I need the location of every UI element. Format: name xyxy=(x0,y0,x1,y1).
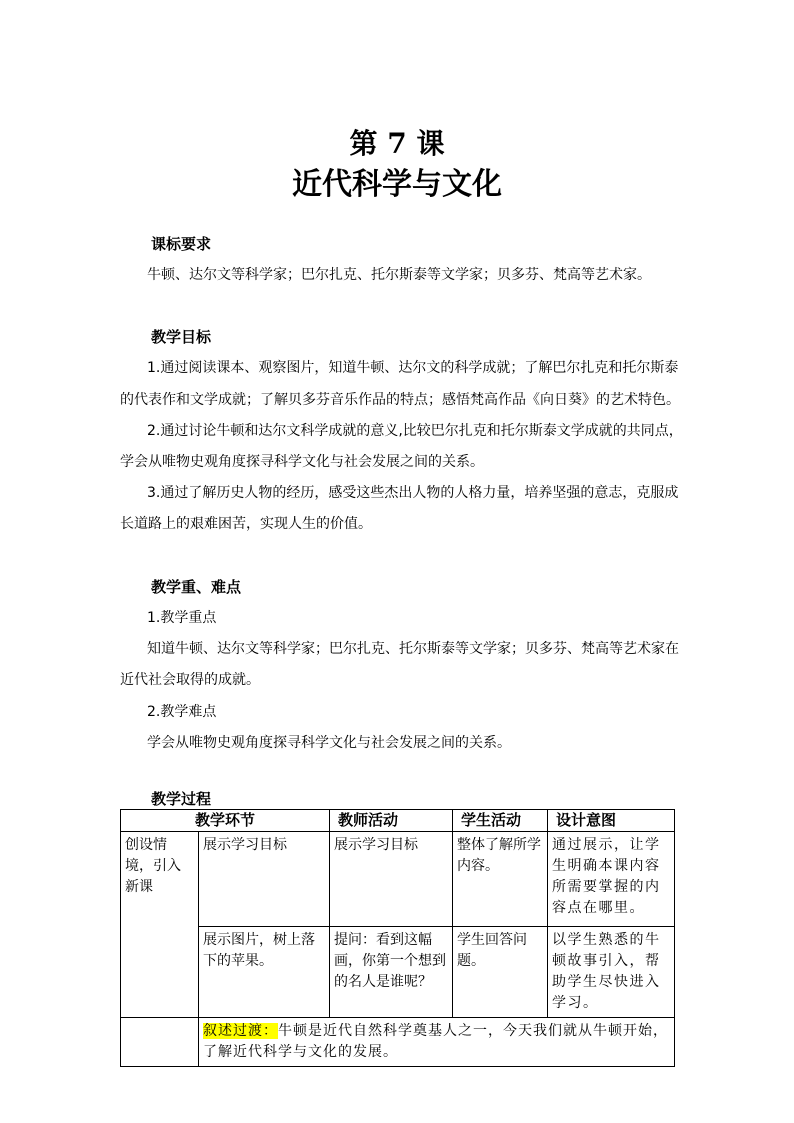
teaching-process-table xyxy=(120,809,675,1067)
goal-2-line-1: 2.通过讨论牛顿和达尔文科学成就的意义,比较巴尔扎克和托尔斯泰文学成就的共同点， xyxy=(147,423,683,439)
goal-2-line-2: 学会从唯物史观角度探寻科学文化与社会发展之间的关系。 xyxy=(120,454,484,470)
header-teaching-stage: 教学环节 xyxy=(121,810,330,832)
transition-text: 牛顿是近代自然科学奠基人之一，今天我们就从牛顿开始，了解近代科学与文化的发展。 xyxy=(203,1023,668,1060)
row1-intent: 通过展示，让学生明确本课内容所需要掌握的内容点在哪里。 xyxy=(548,832,675,927)
row1-teacher: 展示学习目标 xyxy=(330,832,453,927)
row1-student: 整体了解所学内容。 xyxy=(453,832,548,927)
header-design-intent: 设计意图 xyxy=(548,810,675,832)
heading-key-points: 教学重、难点 xyxy=(151,578,242,596)
key-point-subheading: 1.教学重点 xyxy=(147,610,217,626)
row2-step: 展示图片，树上落下的苹果。 xyxy=(199,927,330,1018)
lesson-title: 近代科学与文化 xyxy=(292,167,502,202)
curriculum-requirements-text: 牛顿、达尔文等科学家；巴尔扎克、托尔斯泰等文学家；贝多芬、梵高等艺术家。 xyxy=(147,267,651,283)
heading-teaching-goals: 教学目标 xyxy=(151,328,212,346)
row2-teacher: 提问：看到这幅画，你第一个想到的名人是谁呢？ xyxy=(330,927,453,1018)
goal-1-line-2: 的代表作和文学成就；了解贝多芬音乐作品的特点；感悟梵高作品《向日葵》的艺术特色。 xyxy=(120,392,680,408)
heading-curriculum-requirements: 课标要求 xyxy=(151,235,212,253)
header-student-activity: 学生活动 xyxy=(453,810,548,832)
row2-intent: 以学生熟悉的牛顿故事引入，帮助学生尽快进入学习。 xyxy=(548,927,675,1018)
row2-student: 学生回答问题。 xyxy=(453,927,548,1018)
row1-step: 展示学习目标 xyxy=(199,832,330,927)
key-point-line-1: 知道牛顿、达尔文等科学家；巴尔扎克、托尔斯泰等文学家；贝多芬、梵高等艺术家在 xyxy=(147,641,679,657)
heading-teaching-process: 教学过程 xyxy=(151,790,212,808)
goal-1-line-1: 1.通过阅读课本、观察图片，知道牛顿、达尔文的科学成就；了解巴尔扎克和托尔斯泰 xyxy=(147,360,679,376)
lesson-number: 第 7 课 xyxy=(349,127,445,160)
transition-label: 叙述过渡： xyxy=(203,1023,278,1039)
difficulty-text: 学会从唯物史观角度探寻科学文化与社会发展之间的关系。 xyxy=(147,735,511,751)
transition-empty-cell xyxy=(121,1018,199,1067)
difficulty-subheading: 2.教学难点 xyxy=(147,704,217,720)
stage-cell: 创设情境，引入新课 xyxy=(121,832,199,1018)
goal-3-line-1: 3.通过了解历史人物的经历，感受这些杰出人物的人格力量，培养坚强的意志，克服成 xyxy=(147,485,679,501)
table-row xyxy=(121,832,675,927)
transition-cell xyxy=(199,1018,675,1067)
table-row-transition xyxy=(121,1018,675,1067)
table-row xyxy=(121,927,675,1018)
table-header-row xyxy=(121,810,675,832)
header-teacher-activity: 教师活动 xyxy=(330,810,453,832)
key-point-line-2: 近代社会取得的成就。 xyxy=(120,672,260,688)
goal-3-line-2: 长道路上的艰难困苦，实现人生的价值。 xyxy=(120,516,372,532)
